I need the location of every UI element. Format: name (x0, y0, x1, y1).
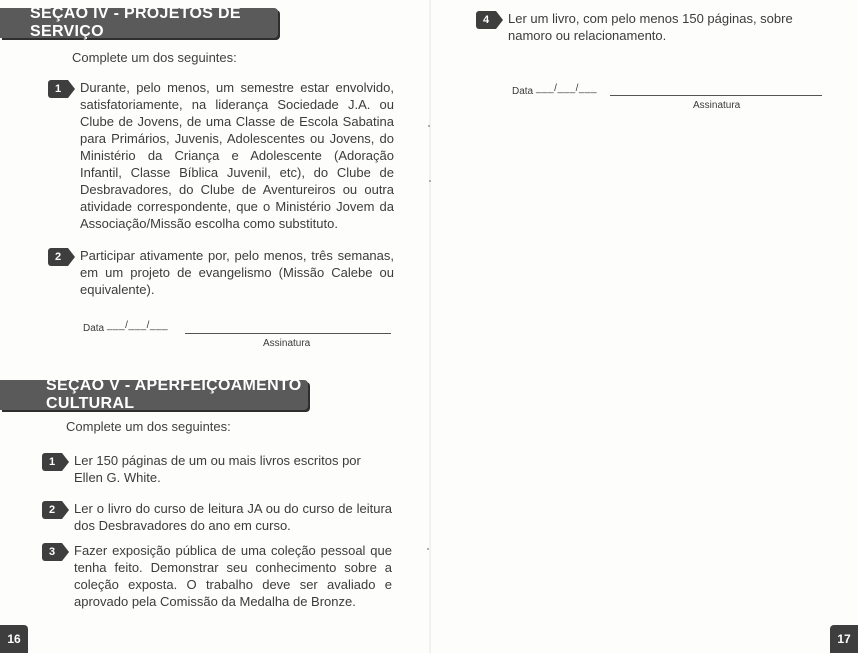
scan-speck (427, 548, 429, 550)
number-badge: 4 (476, 11, 496, 29)
scan-speck (429, 180, 431, 182)
section-v-item-1 (42, 452, 392, 486)
section-v-item-2 (42, 500, 392, 534)
signature-label: Assinatura (263, 338, 311, 349)
section-iv-item-2 (48, 247, 394, 298)
item-text: Durante, pelo menos, um semestre estar envolvido, satisfatoriamente, na liderança Sociedade J.A. ou Clube de Jovens, de uma Classe de Escola Sabatina para Primários, Juvenis, Adolescentes ou Jovens, do Ministério da Criança e Adolescente (Adoração Infantil, Classe Bíblica Juvenil, etc), do Clube de Desbravadores, do Clube de Aventureiros ou outra atividade correspondente, que o Ministério Jovem da Associação/Missão escolha como substituto. (80, 80, 394, 231)
section-v-title: SEÇÃO V - APERFEIÇOAMENTO CULTURAL (46, 377, 302, 412)
section-iv-title: SEÇÃO IV - PROJETOS DE SERVIÇO (30, 5, 241, 40)
number-badge: 2 (48, 248, 68, 266)
signature-line (185, 333, 391, 334)
section-iv-intro: Complete um dos seguintes: (72, 50, 237, 65)
date-slots: ___/___/___ (536, 83, 598, 94)
scan-speck (428, 125, 430, 127)
number-badge: 1 (42, 453, 62, 471)
date-label: Data (83, 323, 105, 334)
date-label: Data (512, 86, 534, 97)
page-number-right: 17 (830, 625, 858, 653)
signature-label: Assinatura (693, 100, 741, 111)
right-page (430, 0, 858, 653)
section-iv-header (0, 5, 278, 40)
section-iv-item-1 (48, 79, 394, 232)
page-number-left: 16 (0, 625, 28, 653)
item-text: Ler o livro do curso de leitura JA ou do curso de leitura dos Desbravadores do ano em curso. (74, 501, 392, 533)
item-text: Participar ativamente por, pelo menos, três semanas, em um projeto de evangelismo (Missão Calebe ou equivalente). (80, 248, 394, 297)
date-slots: ___/___/___ (107, 320, 169, 331)
section-v-header (0, 377, 308, 412)
item-text: Fazer exposição pública de uma coleção pessoal que tenha feito. Demonstrar seu conhecimento sobre a coleção exposta. O trabalho deve ser avaliado e aprovado pela Comissão da Medalha de Bronze. (74, 543, 392, 609)
number-badge: 2 (42, 501, 62, 519)
right-item-4 (476, 10, 826, 44)
section-v-intro: Complete um dos seguintes: (66, 419, 231, 434)
number-badge: 1 (48, 80, 68, 98)
item-text: Ler 150 páginas de um ou mais livros escritos por Ellen G. White. (74, 453, 361, 485)
signature-line (610, 95, 822, 96)
item-text: Ler um livro, com pelo menos 150 páginas, sobre namoro ou relacionamento. (508, 11, 793, 43)
number-badge: 3 (42, 543, 62, 561)
section-v-item-3 (42, 542, 392, 610)
